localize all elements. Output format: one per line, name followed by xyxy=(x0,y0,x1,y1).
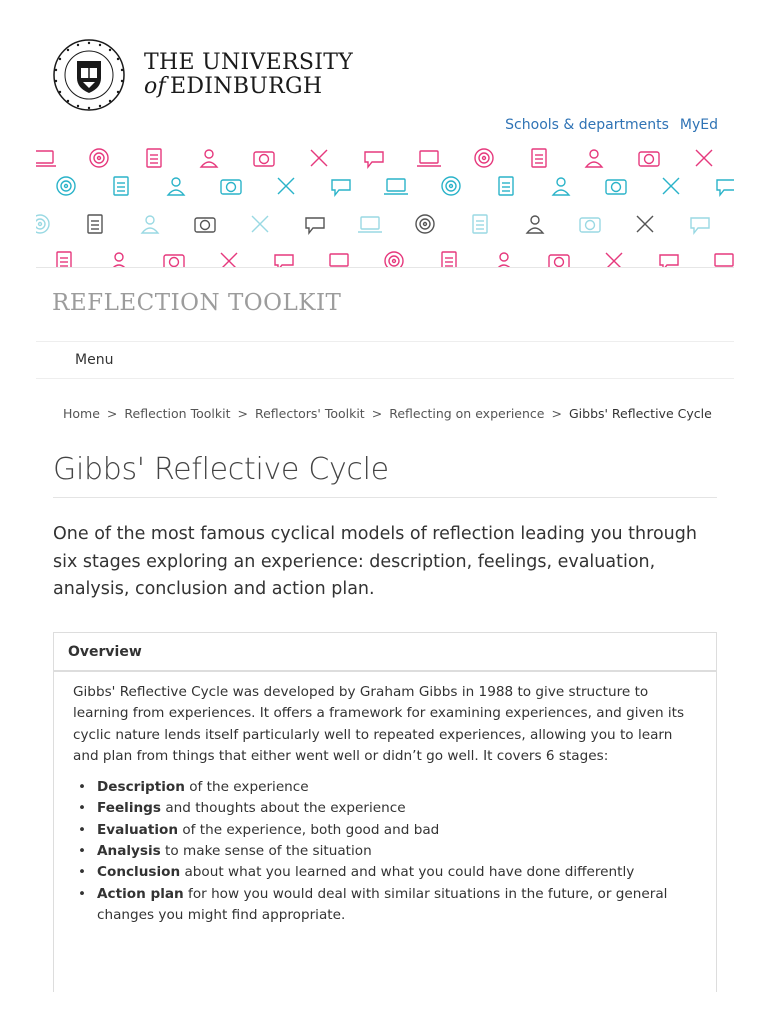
pencils-icon xyxy=(385,252,403,268)
person-idea-icon xyxy=(88,215,102,233)
target-icon xyxy=(499,177,513,195)
people-icon xyxy=(311,150,327,166)
breadcrumb-separator: > xyxy=(551,406,562,421)
university-logo[interactable] xyxy=(48,38,353,112)
books-icon xyxy=(606,180,626,194)
banner-icons xyxy=(36,146,734,268)
speech-bubble-icon xyxy=(691,218,709,233)
lead-paragraph: One of the most famous cyclical models of reflection leading you through six stages exploring an experience: description, feelings, evaluation, analysis, conclusion and action plan. xyxy=(53,524,697,599)
person-idea-icon xyxy=(114,177,128,195)
presenter-icon xyxy=(606,253,622,268)
pencil-ruler-icon xyxy=(332,180,350,195)
wordmark-line2 xyxy=(144,76,353,98)
wordmark-line1: THE UNIVERSITY xyxy=(144,50,354,75)
breadcrumb-reflecting-on-experience[interactable]: Reflecting on experience xyxy=(389,406,545,421)
overview-heading[interactable]: Overview xyxy=(54,633,716,672)
stage-term: Action plan xyxy=(97,885,184,902)
camera-icon xyxy=(527,216,543,233)
target-icon xyxy=(532,149,546,167)
list-item xyxy=(73,777,698,798)
stage-term: Evaluation xyxy=(97,821,179,838)
scales-icon xyxy=(90,149,108,167)
pencils-icon xyxy=(442,177,460,195)
wordmark-of: of xyxy=(144,74,166,99)
presenter-icon xyxy=(696,150,712,166)
list-item xyxy=(73,820,698,841)
breadcrumb-current: Gibbs' Reflective Cycle xyxy=(568,406,712,421)
list-item xyxy=(73,884,698,927)
scales-icon xyxy=(36,215,49,233)
books-icon xyxy=(580,218,600,232)
wordmark-edinburgh: EDINBURGH xyxy=(170,74,323,99)
banner-icon-pattern xyxy=(36,146,734,268)
breadcrumb-reflection-toolkit[interactable]: Reflection Toolkit xyxy=(124,406,231,421)
top-links xyxy=(505,117,718,133)
breadcrumb-home[interactable]: Home xyxy=(63,406,100,421)
laptop-icon xyxy=(142,216,158,233)
magnifier-icon xyxy=(384,179,408,194)
breadcrumb-separator: > xyxy=(237,406,248,421)
stage-term: Analysis xyxy=(97,843,161,860)
people-icon xyxy=(278,178,294,194)
myed-link[interactable]: MyEd xyxy=(679,117,718,133)
page-title: Gibbs' Reflective Cycle xyxy=(53,452,389,487)
clipboard-icon xyxy=(164,255,184,268)
stage-text: and thoughts about the experience xyxy=(161,800,406,817)
stage-term: Feelings xyxy=(97,800,161,817)
camera-icon xyxy=(553,178,569,195)
menu-label[interactable]: Menu xyxy=(75,352,114,368)
stage-text: about what you learned and what you could have done differently xyxy=(180,864,635,881)
menu-bar[interactable] xyxy=(36,341,734,379)
university-crest-icon xyxy=(48,38,130,112)
pencil-ruler-icon xyxy=(365,152,383,167)
scales-icon xyxy=(712,254,734,268)
university-wordmark xyxy=(144,52,353,98)
presenter-icon xyxy=(637,216,653,232)
camera-icon xyxy=(586,150,602,167)
person-idea-icon xyxy=(147,149,161,167)
overview-intro: Gibbs' Reflective Cycle was developed by Graham Gibbs in 1988 to give structure to learning from experiences. It offers a framework for examining experiences, and given its cyclic nature lends itself particularly well to repeated experiences, allowing you to learn and plan from things that either went well or didn’t go well. It covers 6 stages: xyxy=(73,684,685,764)
camera-icon xyxy=(496,253,512,268)
stage-text: for how you would deal with similar situations in the future, or general changes you might find appropriate. xyxy=(97,885,668,923)
presenter-icon xyxy=(663,178,679,194)
laptop-icon xyxy=(201,150,217,167)
pencil-ruler-icon xyxy=(306,218,324,233)
scales-icon xyxy=(57,177,75,195)
magnifier-icon xyxy=(327,254,351,268)
stage-text: of the experience xyxy=(184,779,309,796)
books-icon xyxy=(549,255,569,268)
breadcrumb xyxy=(63,406,712,421)
laptop-icon xyxy=(111,253,127,268)
stage-term: Conclusion xyxy=(97,864,181,881)
people-icon xyxy=(221,253,237,268)
breadcrumb-separator: > xyxy=(106,406,118,421)
breadcrumb-reflectors-toolkit[interactable]: Reflectors' Toolkit xyxy=(254,406,365,421)
person-idea-icon xyxy=(57,252,71,268)
clipboard-icon xyxy=(195,218,215,232)
overview-panel xyxy=(53,632,717,992)
people-icon xyxy=(252,216,268,232)
stages-list xyxy=(73,777,698,926)
stage-term: Description xyxy=(97,779,185,796)
magnifier-icon xyxy=(358,217,382,232)
books-icon xyxy=(639,152,659,166)
stage-text: to make sense of the situation xyxy=(160,843,372,860)
site-section-title[interactable]: REFLECTION TOOLKIT xyxy=(52,290,342,316)
overview-body xyxy=(54,672,716,926)
speech-bubble-icon xyxy=(660,255,678,268)
list-item xyxy=(73,798,698,819)
list-item xyxy=(73,841,698,862)
pencils-icon xyxy=(416,215,434,233)
laptop-icon xyxy=(168,178,184,195)
speech-bubble-icon xyxy=(717,180,734,195)
clipboard-icon xyxy=(221,180,241,194)
target-icon xyxy=(442,252,456,268)
title-divider xyxy=(53,497,717,498)
breadcrumb-separator: > xyxy=(371,406,383,421)
schools-departments-link[interactable]: Schools & departments xyxy=(505,117,669,133)
clipboard-icon xyxy=(254,152,274,166)
pencil-ruler-icon xyxy=(275,255,293,268)
stage-text: of the experience, both good and bad xyxy=(178,821,440,838)
list-item xyxy=(73,862,698,883)
speech-bubble-icon xyxy=(36,151,56,166)
target-icon xyxy=(473,215,487,233)
magnifier-icon xyxy=(417,151,441,166)
pencils-icon xyxy=(475,149,493,167)
